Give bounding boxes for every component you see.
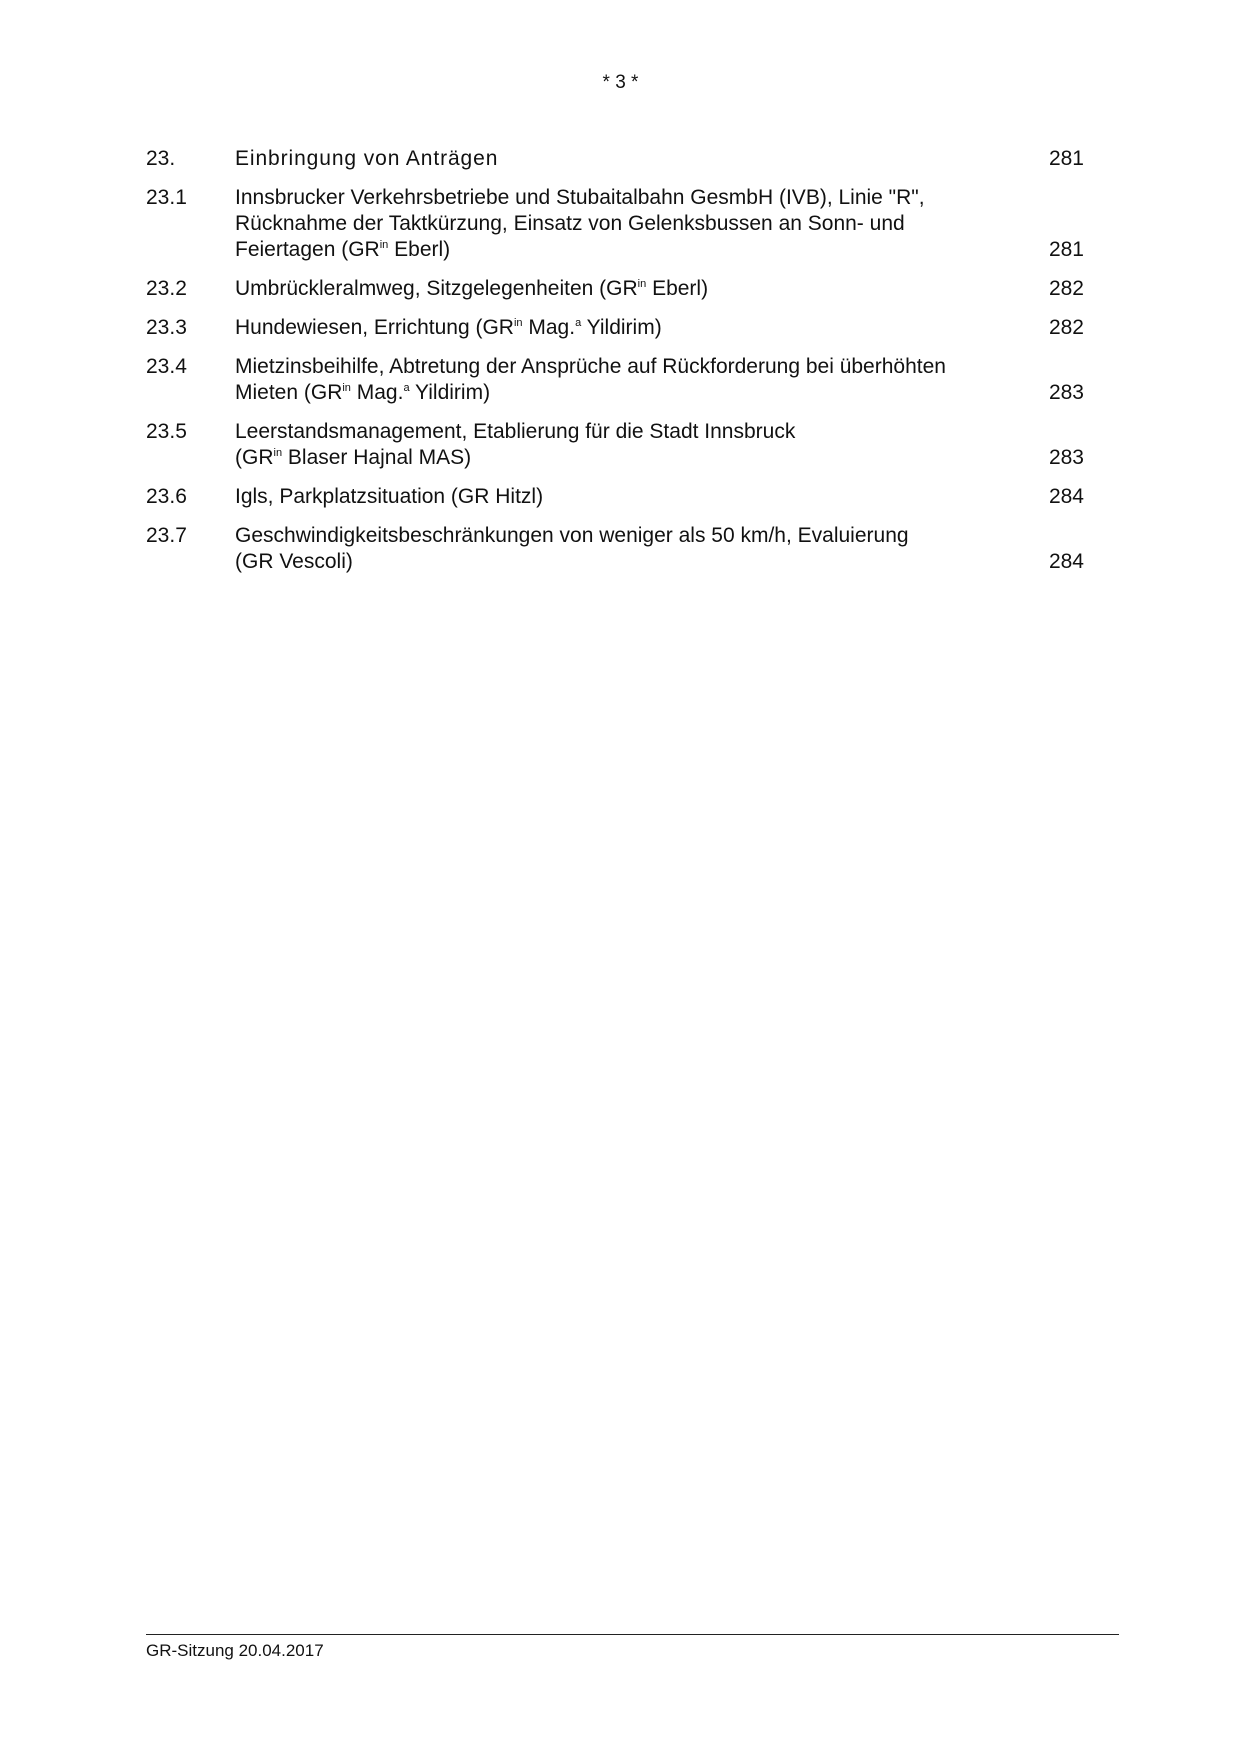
table-of-contents xyxy=(146,146,1086,588)
toc-entry-title xyxy=(235,419,1025,471)
toc-title-line: Feiertagen ($GR^{in}$ Eberl) xyxy=(235,238,451,261)
toc-entry xyxy=(146,484,1086,510)
toc-entry xyxy=(146,523,1086,575)
toc-entry-number: 23.5 xyxy=(146,420,187,443)
toc-entry-number: 23.1 xyxy=(146,186,187,209)
toc-title-line: Mieten ($GR^{in}$ Mag.$^a$ Yildirim) xyxy=(235,381,491,404)
superscript: in xyxy=(379,239,389,251)
toc-title-line: Leerstandsmanagement, Etablierung für die Stadt Innsbruck xyxy=(235,420,796,443)
toc-entry-page: 283 xyxy=(1048,381,1084,404)
toc-entry-page: 284 xyxy=(1048,485,1084,508)
toc-entry-title xyxy=(235,185,1025,263)
toc-entry-number: 23.7 xyxy=(146,524,187,547)
toc-entry-title xyxy=(235,523,1025,575)
toc-title-line: Hundewiesen, Errichtung ($GR^{in}$ Mag.$^a$ Yildirim) xyxy=(235,316,662,339)
toc-title-line: Einbringung von Anträgen xyxy=(235,147,499,170)
toc-entry xyxy=(146,185,1086,263)
toc-entry-title xyxy=(235,276,1025,302)
toc-entry xyxy=(146,354,1086,406)
superscript: in xyxy=(637,278,647,290)
toc-entry-title xyxy=(235,484,1025,510)
toc-title-line: (GR Vescoli) xyxy=(235,550,353,573)
toc-entry-page: 281 xyxy=(1048,238,1084,261)
toc-entry-page: 282 xyxy=(1048,277,1084,300)
superscript: a xyxy=(403,382,410,394)
toc-title-line: Geschwindigkeitsbeschränkungen von weniger als 50 km/h, Evaluierung xyxy=(235,524,909,547)
toc-entry-number: 23.4 xyxy=(146,355,187,378)
toc-entry-title xyxy=(235,315,1025,341)
toc-title-line: Rücknahme der Taktkürzung, Einsatz von Gelenksbussen an Sonn- und xyxy=(235,212,905,235)
superscript: in xyxy=(273,447,283,459)
superscript: in xyxy=(342,382,351,394)
toc-entry xyxy=(146,146,1086,172)
toc-entry-page: 281 xyxy=(1048,147,1084,170)
toc-entry-page: 282 xyxy=(1048,316,1084,339)
toc-entry-title xyxy=(235,354,1025,406)
toc-title-line: Mietzinsbeihilfe, Abtretung der Ansprüche auf Rückforderung bei überhöhten xyxy=(235,355,946,378)
footer-divider xyxy=(146,1634,1119,1635)
toc-title-line: Innsbrucker Verkehrsbetriebe und Stubaitalbahn GesmbH (IVB), Linie "R", xyxy=(235,186,925,209)
toc-entry-number: 23. xyxy=(146,147,176,170)
toc-entry-number: 23.6 xyxy=(146,485,187,508)
footer-text: GR-Sitzung 20.04.2017 xyxy=(146,1641,324,1660)
toc-entry-page: 283 xyxy=(1048,446,1084,469)
toc-title-line: Igls, Parkplatzsituation (GR Hitzl) xyxy=(235,485,544,508)
toc-entry-title xyxy=(235,146,1025,172)
toc-entry xyxy=(146,419,1086,471)
toc-entry xyxy=(146,315,1086,341)
toc-title-line: Umbrückleralmweg, Sitzgelegenheiten ($GR^{in}$ Eberl) xyxy=(235,277,709,300)
superscript: in xyxy=(513,317,523,329)
toc-entry-number: 23.3 xyxy=(146,316,187,339)
toc-title-line: ($GR^{in}$ Blaser Hajnal MAS) xyxy=(235,446,472,469)
superscript: a xyxy=(575,317,582,329)
toc-entry xyxy=(146,276,1086,302)
toc-entry-page: 284 xyxy=(1048,550,1084,573)
toc-entry-number: 23.2 xyxy=(146,277,187,300)
page-number: * 3 * xyxy=(602,72,639,93)
